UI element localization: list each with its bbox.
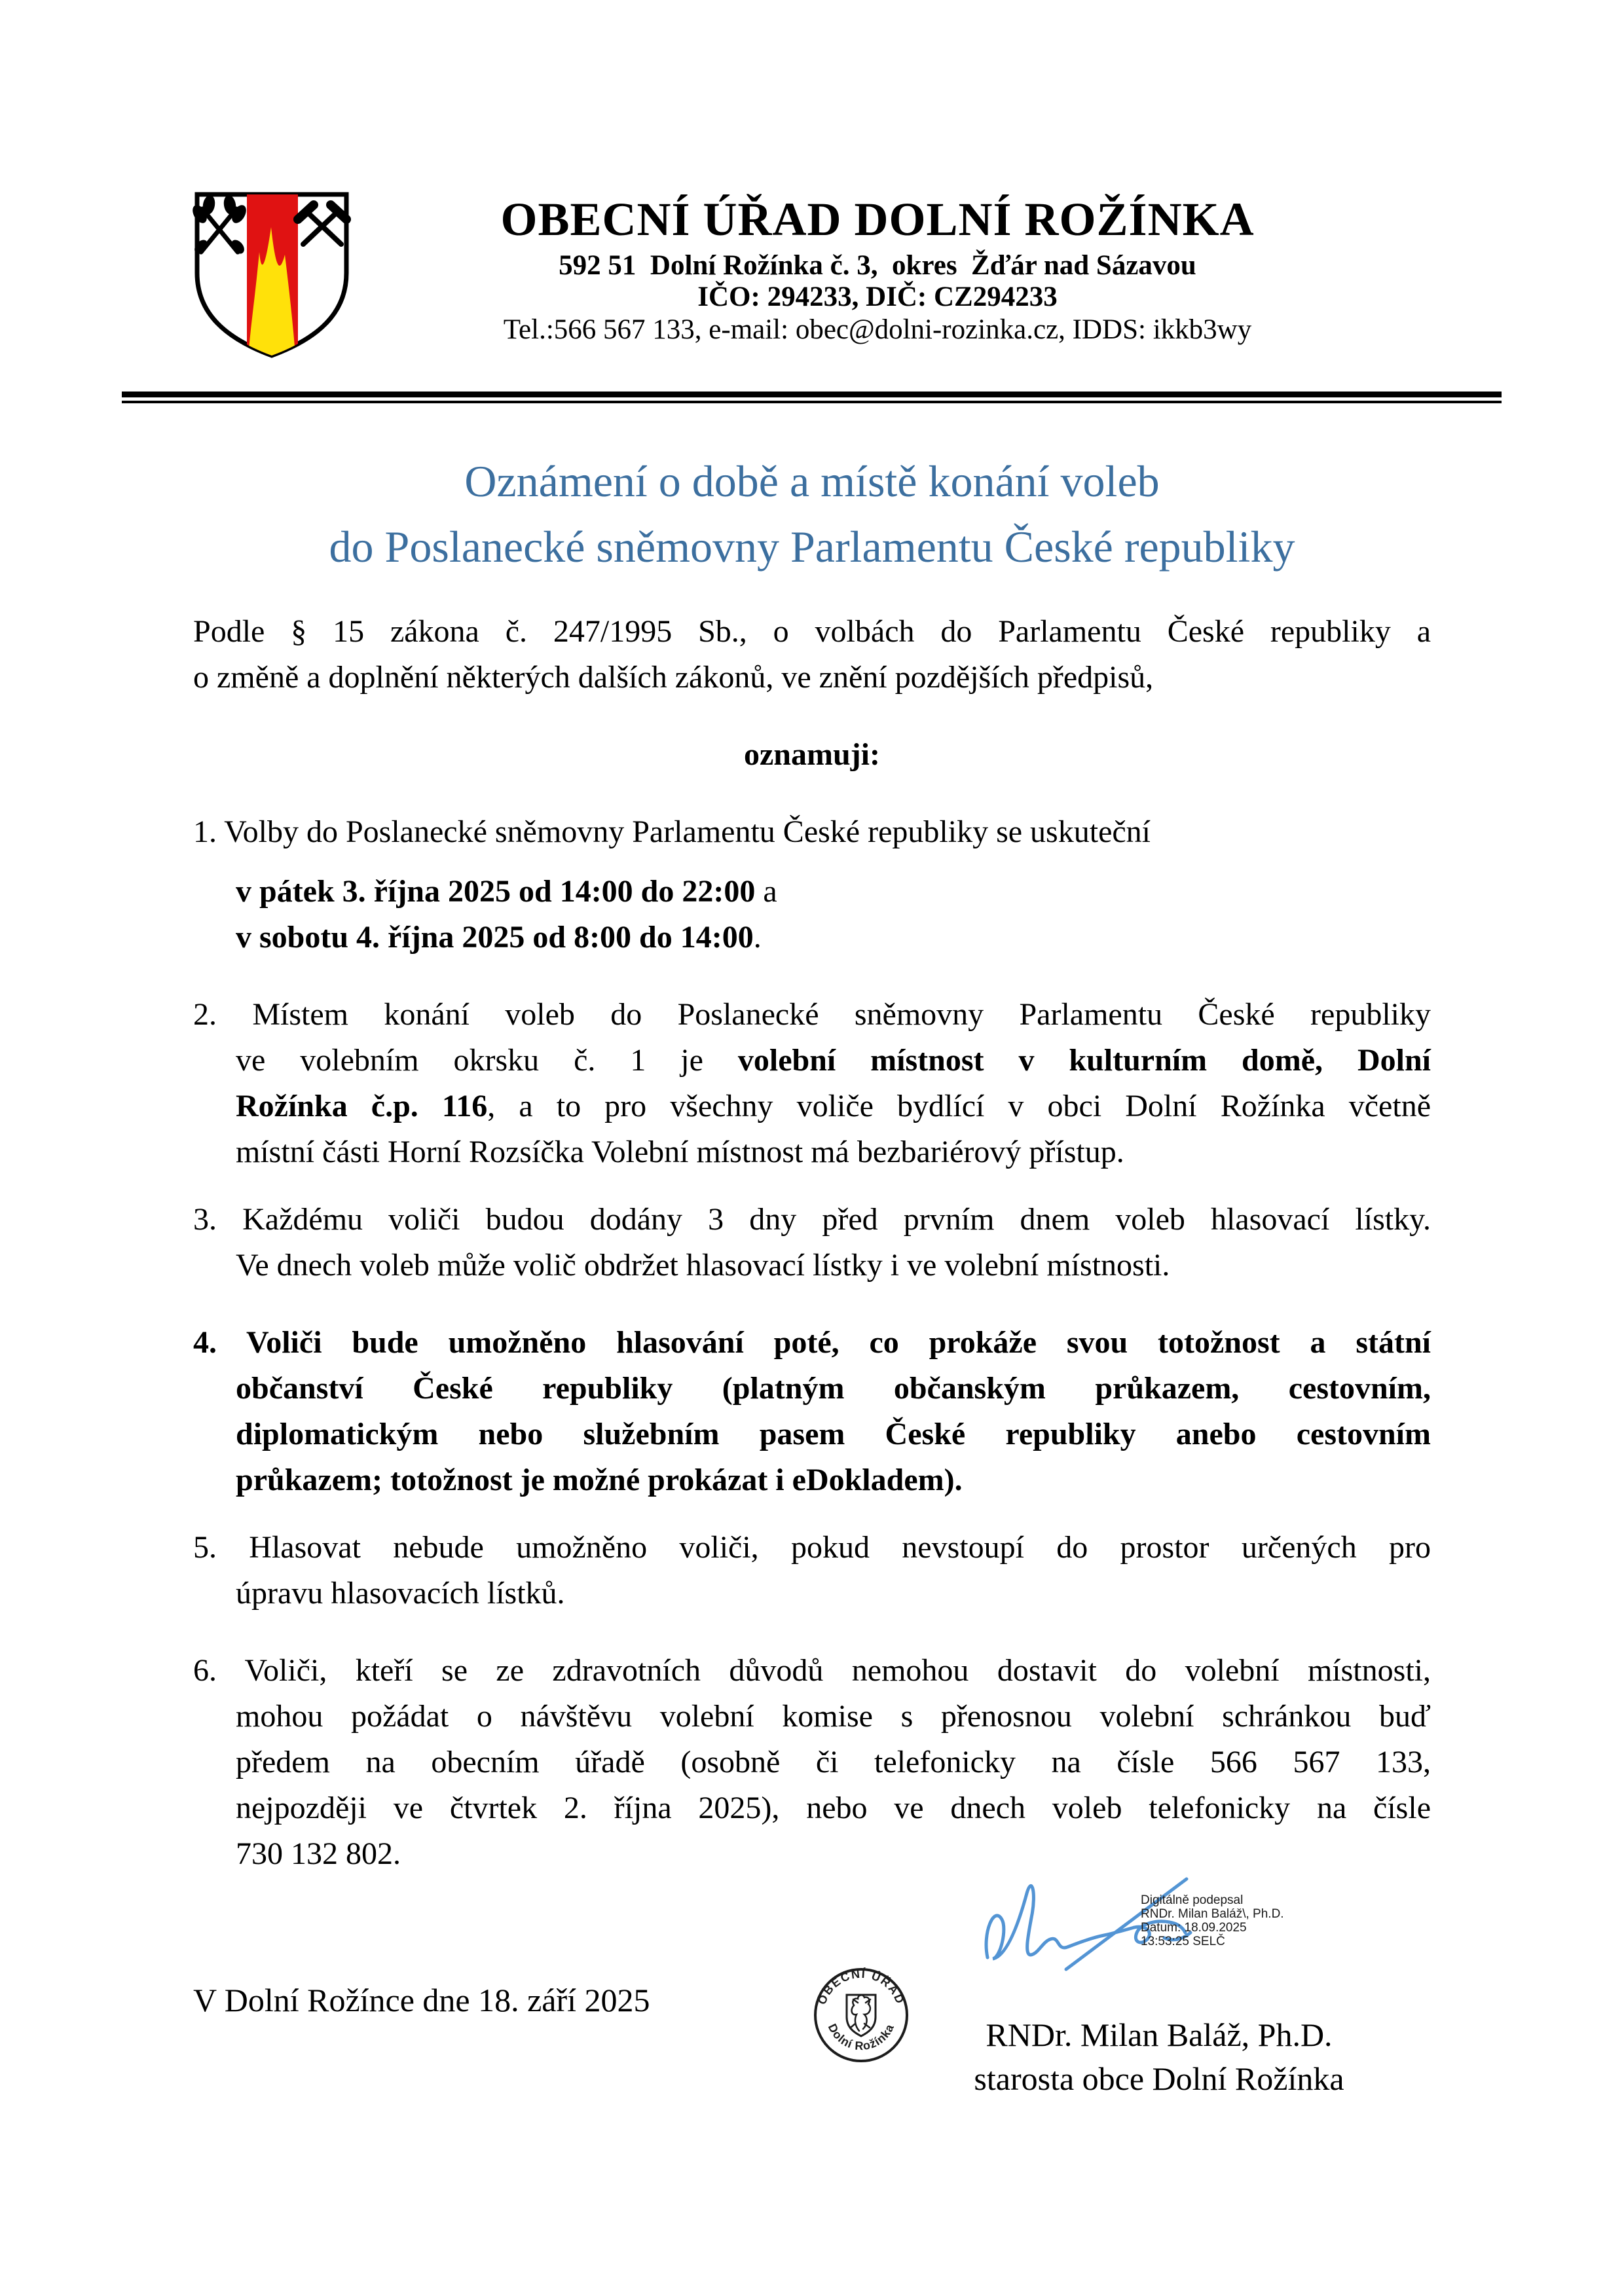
- stamp-lion-shield: [847, 1995, 876, 2036]
- digsig-line3: Datum: 18.09.2025: [1141, 1921, 1247, 1935]
- body-line-23: 730 132 802.: [236, 1836, 401, 1871]
- body-line-13: 4. Voliči bude umožněno hlasování poté, co prokáže svou totožnost a státní: [193, 1325, 1431, 1360]
- body-line-22: nejpozději ve čtvrtek 2. října 2025), nebo ve dnech voleb telefonicky na čísle: [236, 1791, 1431, 1825]
- body-line-2: o změně a doplnění některých dalších zákonů, ve znění pozdějších předpisů,: [193, 660, 1154, 695]
- body-line-6: v sobotu 4. října 2025 od 8:00 do 14:00.: [236, 920, 762, 955]
- office-name: OBECNÍ ÚŘAD DOLNÍ ROŽÍNKA: [500, 193, 1255, 246]
- digsig-line2: RNDr. Milan Baláž\, Ph.D.: [1141, 1907, 1284, 1921]
- body-line-4: 1. Volby do Poslanecké sněmovny Parlamentu České republiky se uskuteční: [193, 814, 1151, 849]
- office-registration-ids: IČO: 294233, DIČ: CZ294233: [697, 282, 1058, 312]
- notice-title-line2: do Poslanecké sněmovny Parlamentu České republiky: [329, 522, 1295, 572]
- body-line-7: 2. Místem konání voleb do Poslanecké sněmovny Parlamentu České republiky: [193, 997, 1431, 1032]
- digsig-line4: 13:53:25 SELČ: [1141, 1935, 1225, 1948]
- office-address: 592 51 Dolní Rožínka č. 3, okres Žďár nad Sázavou: [559, 250, 1196, 281]
- header-divider-rule: [122, 392, 1502, 403]
- body-line-5: v pátek 3. října 2025 od 14:00 do 22:00 a: [236, 874, 777, 909]
- body-line-18: úpravu hlasovacích lístků.: [236, 1576, 565, 1611]
- place-and-date: V Dolní Rožínce dne 18. září 2025: [193, 1982, 650, 2018]
- body-line-17: 5. Hlasovat nebude umožněno voliči, pokud nevstoupí do prostor určených pro: [193, 1530, 1431, 1565]
- body-line-16: průkazem; totožnost je možné prokázat i eDokladem).: [236, 1463, 963, 1497]
- body-line-21: předem na obecním úřadě (osobně či telefonicky na čísle 566 567 133,: [236, 1745, 1431, 1779]
- body-line-19: 6. Voliči, kteří se ze zdravotních důvodů nemohou dostavit do volební místnosti,: [193, 1653, 1431, 1688]
- body-line-10: místní části Horní Rozsíčka Volební místnost má bezbariérový přístup.: [236, 1135, 1124, 1169]
- digsig-line1: Digitálně podepsal: [1141, 1893, 1244, 1907]
- document-body-lines: [193, 609, 1431, 1877]
- signer-name: RNDr. Milan Baláž, Ph.D.: [986, 2016, 1333, 2053]
- body-line-9: Rožínka č.p. 116, a to pro všechny voliče bydlící v obci Dolní Rožínka včetně: [236, 1089, 1431, 1123]
- body-line-3: oznamuji:: [744, 737, 880, 772]
- digital-signature-note: [1141, 1893, 1416, 1948]
- office-contact: Tel.:566 567 133, e-mail: obec@dolni-rozinka.cz, IDDS: ikkb3wy: [503, 314, 1252, 345]
- notice-title-line1: Oznámení o době a místě konání voleb: [464, 456, 1160, 506]
- signer-role: starosta obce Dolní Rožínka: [974, 2060, 1344, 2097]
- official-stamp: [812, 1966, 910, 2064]
- body-line-20: mohou požádat o návštěvu volební komise s přenosnou volební schránkou buď: [236, 1699, 1431, 1734]
- stamp-text-bottom: Dolní Rožínka: [825, 2021, 897, 2053]
- body-line-12: Ve dnech voleb může volič obdržet hlasovací lístky i ve volební místnosti.: [236, 1248, 1170, 1283]
- header-section: [327, 191, 1428, 346]
- body-line-11: 3. Každému voliči budou dodány 3 dny před prvním dnem voleb hlasovací lístky.: [193, 1202, 1431, 1237]
- body-line-14: občanství České republiky (platným občanským průkazem, cestovním,: [236, 1371, 1431, 1406]
- body-line-8: ve volebním okrsku č. 1 je volební místnost v kulturním domě, Dolní: [236, 1043, 1431, 1078]
- body-line-1: Podle § 15 zákona č. 247/1995 Sb., o volbách do Parlamentu České republiky a: [193, 614, 1431, 649]
- stamp-text-top: OBECNÍ ÚŘAD: [815, 1967, 908, 2007]
- body-line-15: diplomatickým nebo služebním pasem České republiky anebo cestovním: [236, 1417, 1431, 1451]
